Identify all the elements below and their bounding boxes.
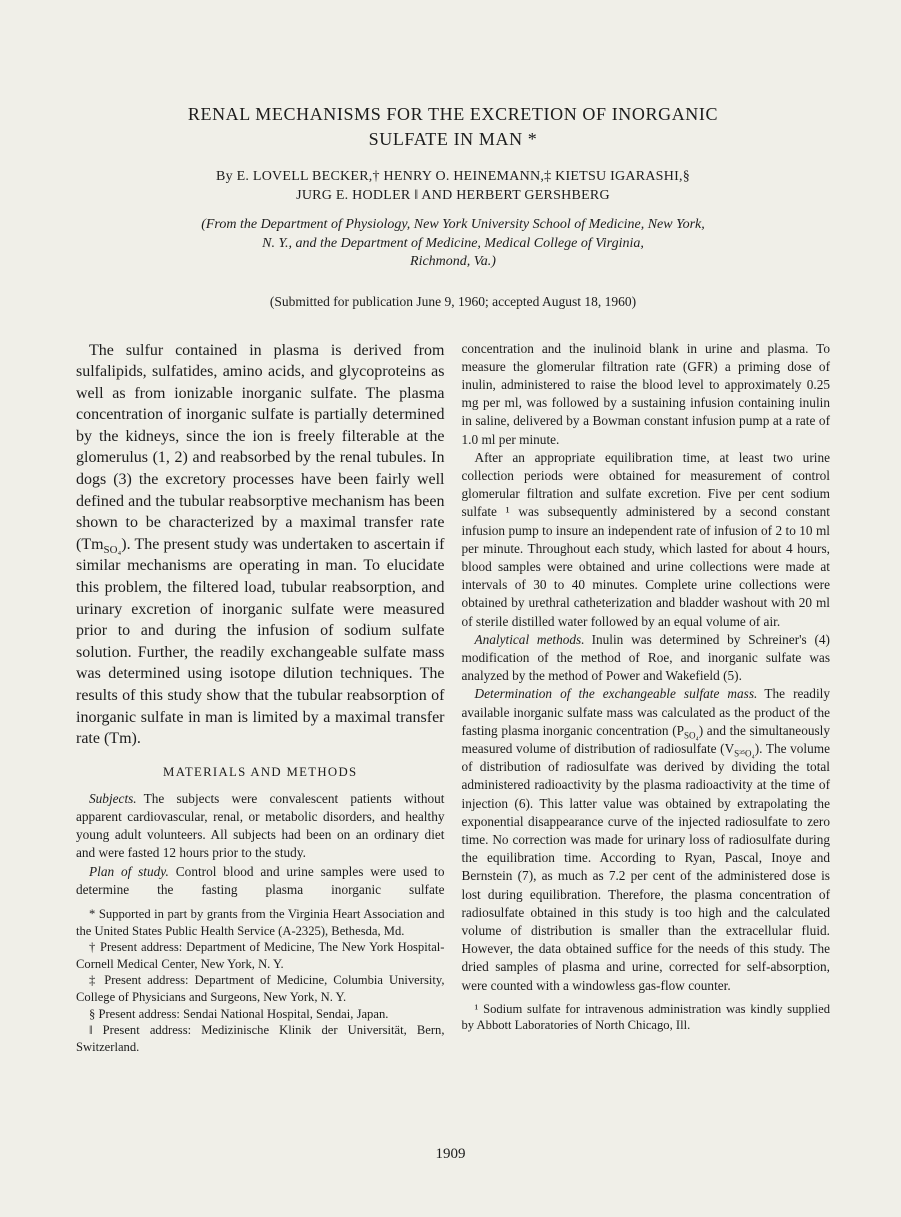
title-line-1: RENAL MECHANISMS FOR THE EXCRETION OF INORGANIC (187, 104, 719, 124)
determination-lead: Determination of the exchangeable sulfate mass. (474, 686, 758, 702)
affiliation (76, 216, 830, 272)
authors-line-2: JURG E. HODLER ‖ AND HERBERT GERSHBERG (296, 188, 610, 203)
section-heading-materials-and-methods: MATERIALS AND METHODS (163, 764, 358, 779)
article-header (76, 102, 830, 310)
subscript-vs35o4: S³⁵O₄ (734, 748, 755, 759)
affiliation-line-3: Richmond, Va.) (410, 254, 496, 269)
two-column-body (76, 340, 830, 1056)
authors-line-1: By E. LOVELL BECKER,† HENRY O. HEINEMANN,‡ KIETSU IGARASHI,§ (216, 169, 690, 184)
authors-byline (76, 167, 830, 205)
plan-lead: Plan of study. (89, 863, 169, 879)
analytical-text: Inulin was determined by Schreiner's (4) modification of the method of Roe, and inorganic sulfate was analyzed by the method of Power and Wakefield (5). (461, 631, 830, 684)
footnote-heinemann-address: ‡ Present address: Department of Medicine, Columbia University, College of Physicians and Surgeons, New York, N. Y. (76, 973, 445, 1004)
affiliation-line-2: N. Y., and the Department of Medicine, Medical College of Virginia, (262, 235, 644, 251)
analytical-lead: Analytical methods. (474, 631, 585, 647)
footnote-support: * Supported in part by grants from the Virginia Heart Association and the United States Public Health Service (A-2325), Bethesda, Md. (76, 907, 445, 938)
submission-note: (Submitted for publication June 9, 1960; accepted August 18, 1960) (269, 293, 637, 309)
article-title (76, 102, 830, 152)
footnote-becker-address: † Present address: Department of Medicine, The New York Hospital-Cornell Medical Center, New York, N. Y. (76, 940, 445, 971)
footnote-sodium-sulfate-supplier: ¹ Sodium sulfate for intravenous administration was kindly supplied by Abbott Laboratories of North Chicago, Ill. (461, 1001, 830, 1033)
exchangeable-mass-paragraph (462, 685, 831, 994)
footnotes-block (76, 906, 445, 1055)
continued-paragraph: concentration and the inulinoid blank in urine and plasma. To measure the glomerular filtration rate (GFR) a priming dose of inulin, administered to raise the blood level to approximately 0.25 mg per ml, was followed by a sustaining infusion containing inulin in saline, delivered by a Bowman constant infusion pump at a rate of 1.0 ml per minute. (461, 340, 830, 447)
intro-text-2: ). The present study was undertaken to ascertain if similar mechanisms are operating in man. To elucidate this problem, the filtered load, tubular reabsorption, and urinary excretion of inorganic sulfate were measured prior to and during the infusion of sodium sulfate solution. Further, the readily exchangeable sulfate mass was determined using isotope dilution techniques. The results of this study show that the tubular reabsorption of inorganic sulfate in man is limited by a maximal transfer rate (Tm). (76, 535, 445, 748)
subscript-pso4: SO₄ (684, 730, 699, 741)
left-column (76, 340, 445, 1056)
subscript-so4: SO₄ (103, 544, 122, 557)
subjects-paragraph (76, 790, 445, 863)
intro-text-1: The sulfur contained in plasma is derived from sulfalipids, sulfatides, amino acids, and glycoproteins as well as from ionizable inorganic sulfate. The plasma concentration of inorganic sulfate is partially determined by the kidneys, since the ion is freely filterable at the glomerulus (1, 2) and reabsorbed by the renal tubules. In dogs (3) the excretory processes have been fairly well defined and the tubular reabsorptive mechanism has been shown to be characterized by a maximal transfer rate (Tm (76, 341, 445, 553)
page-number: 1909 (435, 1146, 466, 1162)
determination-text-3: ). The volume of distribution of radiosulfate was derived by dividing the total administered radioactivity by the plasma radioactivity at the time of injection (6). This latter value was obtained by extrapolating the exponential disappearance curve of the injected radiosulfate to zero time. No correction was made for urinary loss of radiosulfate during the equilibration time. According to Ryan, Pascal, Inoye and Bernstein (7), as much as 7.2 per cent of the administered dose is lost during equilibration. Therefore, the plasma concentration of radiosulfate obtained in this study is too high and the calculated volume of distribution is smaller than the extracellular fluid. However, the data obtained suffice for the needs of this study. The dried samples of plasma and urine, corrected for self-absorption, were counted with a windowless gas-flow counter. (461, 740, 830, 993)
title-line-2: SULFATE IN MAN * (368, 129, 538, 149)
plan-of-study-paragraph (76, 863, 445, 899)
footnote-igarashi-address: § Present address: Sendai National Hospital, Sendai, Japan. (89, 1006, 389, 1021)
subjects-lead: Subjects. (89, 790, 137, 806)
intro-paragraph (76, 340, 445, 750)
equilibration-paragraph: After an appropriate equilibration time, at least two urine collection periods were obtained for measurement of control glomerular filtration and sulfate excretion. Five per cent sodium sulfate ¹ was subsequently administered by a second constant infusion pump to insure an independent rate of infusion of 2 to 10 ml per minute. Throughout each study, which lasted for about 4 hours, blood samples were obtained and urine collections were made at intervals of 30 to 40 minutes. Complete urine collections were obtained by urethral catheterization and bladder washout with 20 ml of sterile distilled water followed by an equal volume of air. (461, 449, 830, 629)
affiliation-line-1: (From the Department of Physiology, New York University School of Medicine, New York, (201, 217, 705, 232)
footnote-hodler-address: ‖ Present address: Medizinische Klinik der Universität, Bern, Switzerland. (76, 1023, 445, 1054)
right-column (462, 340, 831, 1035)
determination-text-1: The readily available inorganic sulfate mass was calculated as the product of the fasting plasma inorganic concentration (P (461, 686, 830, 738)
analytical-methods-paragraph (462, 631, 831, 686)
plan-text: Control blood and urine samples were used to determine the fasting plasma inorganic sulfate (76, 863, 445, 897)
determination-text-2: ) and the simultaneously measured volume of distribution of radiosulfate (V (461, 722, 831, 756)
subjects-text: The subjects were convalescent patients without apparent cardiovascular, renal, or metabolic disorders, and healthy young adult volunteers. All subjects had been on an ordinary diet and were fasted 12 hours prior to the study. (76, 790, 445, 861)
